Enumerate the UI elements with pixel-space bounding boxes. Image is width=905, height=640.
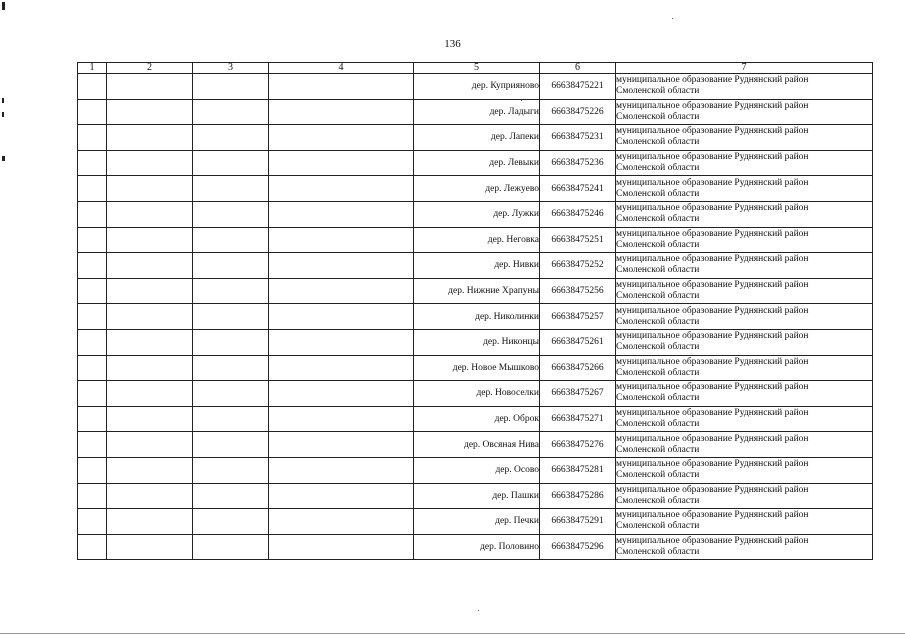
empty-cell [78,355,107,381]
oktmo-code-cell: 66638475226 [540,99,616,125]
municipality-line-1: муниципальное образование Руднянский район [616,382,809,393]
empty-cell [269,125,414,151]
table-row [78,509,873,535]
empty-cell [78,329,107,355]
oktmo-code-cell: 66638475221 [540,74,616,100]
empty-cell [193,74,269,100]
municipality-line-1: муниципальное образование Руднянский район [616,100,809,111]
municipality-line-2: Смоленской области [616,521,700,532]
settlement-name-cell: дер. Нивки [414,253,540,279]
settlement-name-cell: дер. Оброк [414,406,540,432]
municipality-line-1: муниципальное образование Руднянский район [616,305,809,316]
municipality-line-2: Смоленской области [616,111,700,122]
municipality-line-2: Смоленской области [616,291,700,302]
empty-cell [269,201,414,227]
settlements-table [77,62,873,560]
municipality-cell [616,125,873,151]
column-header-2: 2 [107,63,193,74]
empty-cell [78,381,107,407]
municipality-cell [616,355,873,381]
empty-cell [269,150,414,176]
oktmo-code-cell: 66638475276 [540,432,616,458]
settlement-name-cell: дер. Новое Мышково [414,355,540,381]
municipality-line-1: муниципальное образование Руднянский район [616,408,809,419]
municipality-cell [616,150,873,176]
column-header-1: 1 [78,63,107,74]
empty-cell [107,253,193,279]
municipality-cell [616,278,873,304]
municipality-line-2: Смоленской области [616,214,700,225]
municipality-cell [616,329,873,355]
scan-mark [2,156,5,161]
empty-cell [269,509,414,535]
empty-cell [269,253,414,279]
oktmo-code-cell: 66638475252 [540,253,616,279]
empty-cell [78,278,107,304]
table-row [78,432,873,458]
municipality-cell [616,201,873,227]
municipality-line-2: Смоленской области [616,265,700,276]
empty-cell [107,355,193,381]
empty-cell [78,125,107,151]
empty-cell [269,457,414,483]
empty-cell [269,432,414,458]
municipality-line-1: муниципальное образование Руднянский район [616,228,809,239]
empty-cell [107,483,193,509]
empty-cell [193,201,269,227]
column-header-4: 4 [269,63,414,74]
settlement-name-cell: дер. Ладыги [414,99,540,125]
municipality-line-1: муниципальное образование Руднянский район [616,280,809,291]
empty-cell [78,304,107,330]
municipality-line-1: муниципальное образование Руднянский район [616,356,809,367]
municipality-line-2: Смоленской области [616,86,700,97]
empty-cell [107,150,193,176]
oktmo-code-cell: 66638475296 [540,534,616,560]
municipality-line-2: Смоленской области [616,316,700,327]
settlement-name-cell: дер. Половино [414,534,540,560]
municipality-cell [616,381,873,407]
municipality-line-1: муниципальное образование Руднянский район [616,459,809,470]
municipality-line-1: муниципальное образование Руднянский район [616,126,809,137]
empty-cell [193,432,269,458]
table-row [78,99,873,125]
table-row [78,381,873,407]
table-row [78,355,873,381]
empty-cell [107,176,193,202]
column-header-7: 7 [616,63,873,74]
settlement-name-cell: дер. Неговка [414,227,540,253]
municipality-line-2: Смоленской области [616,239,700,250]
settlement-name-cell: дер. Пашки [414,483,540,509]
empty-cell [193,304,269,330]
municipality-line-1: муниципальное образование Руднянский район [616,433,809,444]
oktmo-code-cell: 66638475281 [540,457,616,483]
table-row [78,534,873,560]
empty-cell [269,227,414,253]
municipality-cell [616,483,873,509]
empty-cell [78,253,107,279]
scan-mark [0,633,905,634]
municipality-line-2: Смоленской области [616,393,700,404]
empty-cell [78,534,107,560]
oktmo-code-cell: 66638475261 [540,329,616,355]
municipality-line-2: Смоленской области [616,470,700,481]
table-row [78,201,873,227]
table-row [78,457,873,483]
empty-cell [193,99,269,125]
municipality-line-1: муниципальное образование Руднянский район [616,177,809,188]
table-row [78,227,873,253]
table-row [78,304,873,330]
empty-cell [78,176,107,202]
empty-cell [193,406,269,432]
oktmo-code-cell: 66638475267 [540,381,616,407]
empty-cell [193,381,269,407]
table-row [78,125,873,151]
oktmo-code-cell: 66638475256 [540,278,616,304]
empty-cell [269,74,414,100]
oktmo-code-cell: 66638475251 [540,227,616,253]
empty-cell [269,406,414,432]
oktmo-code-cell: 66638475266 [540,355,616,381]
page-number: 136 [444,38,461,50]
municipality-line-1: муниципальное образование Руднянский район [616,75,809,86]
empty-cell [107,329,193,355]
municipality-line-2: Смоленской области [616,188,700,199]
municipality-line-2: Смоленской области [616,419,700,430]
empty-cell [269,278,414,304]
municipality-cell [616,406,873,432]
column-header-5: 5 [414,63,540,74]
settlement-name-cell: дер. Новоселки [414,381,540,407]
municipality-cell [616,304,873,330]
empty-cell [193,457,269,483]
empty-cell [107,432,193,458]
empty-cell [107,74,193,100]
municipality-line-1: муниципальное образование Руднянский район [616,331,809,342]
settlement-name-cell: дер. Осово [414,457,540,483]
empty-cell [78,201,107,227]
settlement-name-cell: дер. Лужки [414,201,540,227]
empty-cell [193,355,269,381]
table-body [78,74,873,560]
oktmo-code-cell: 66638475241 [540,176,616,202]
empty-cell [269,176,414,202]
settlement-name-cell: дер. Куприяново [414,74,540,100]
empty-cell [78,406,107,432]
municipality-line-2: Смоленской области [616,342,700,353]
table-row [78,176,873,202]
municipality-line-1: муниципальное образование Руднянский район [616,484,809,495]
scan-speck [672,18,673,19]
municipality-line-2: Смоленской области [616,444,700,455]
empty-cell [107,406,193,432]
empty-cell [193,534,269,560]
empty-cell [78,227,107,253]
empty-cell [193,176,269,202]
scan-mark [2,98,4,103]
oktmo-code-cell: 66638475236 [540,150,616,176]
oktmo-code-cell: 66638475231 [540,125,616,151]
empty-cell [193,509,269,535]
table-header-row [78,63,873,74]
empty-cell [78,509,107,535]
municipality-cell [616,509,873,535]
table-row [78,406,873,432]
empty-cell [269,381,414,407]
empty-cell [107,99,193,125]
empty-cell [193,253,269,279]
table-row [78,74,873,100]
municipality-line-1: муниципальное образование Руднянский район [616,203,809,214]
table-row [78,483,873,509]
empty-cell [78,150,107,176]
empty-cell [78,74,107,100]
oktmo-code-cell: 66638475291 [540,509,616,535]
empty-cell [269,355,414,381]
empty-cell [193,125,269,151]
empty-cell [78,99,107,125]
empty-cell [269,534,414,560]
settlement-name-cell: дер. Лапеки [414,125,540,151]
table-row [78,278,873,304]
municipality-cell [616,534,873,560]
municipality-line-2: Смоленской области [616,367,700,378]
empty-cell [107,457,193,483]
empty-cell [107,381,193,407]
oktmo-code-cell: 66638475257 [540,304,616,330]
settlement-name-cell: дер. Нижние Храпуны [414,278,540,304]
municipality-line-2: Смоленской области [616,137,700,148]
empty-cell [193,483,269,509]
municipality-cell [616,432,873,458]
column-header-6: 6 [540,63,616,74]
municipality-line-2: Смоленской области [616,163,700,174]
oktmo-code-cell: 66638475271 [540,406,616,432]
municipality-cell [616,457,873,483]
municipality-line-1: муниципальное образование Руднянский район [616,510,809,521]
empty-cell [107,509,193,535]
empty-cell [107,534,193,560]
municipality-line-1: муниципальное образование Руднянский район [616,152,809,163]
municipality-cell [616,99,873,125]
empty-cell [78,457,107,483]
settlement-name-cell: дер. Печки [414,509,540,535]
empty-cell [193,329,269,355]
table-row [78,329,873,355]
settlement-name-cell: дер. Николинки [414,304,540,330]
settlement-name-cell: дер. Левыки [414,150,540,176]
oktmo-code-cell: 66638475286 [540,483,616,509]
municipality-line-2: Смоленской области [616,495,700,506]
empty-cell [107,304,193,330]
empty-cell [269,329,414,355]
empty-cell [78,483,107,509]
table-row [78,150,873,176]
municipality-cell [616,74,873,100]
settlement-name-cell: дер. Лежуево [414,176,540,202]
settlement-name-cell: дер. Овсяная Нива [414,432,540,458]
empty-cell [269,304,414,330]
municipality-cell [616,227,873,253]
oktmo-code-cell: 66638475246 [540,201,616,227]
municipality-line-1: муниципальное образование Руднянский район [616,254,809,265]
scan-mark [2,2,5,10]
municipality-line-1: муниципальное образование Руднянский район [616,535,809,546]
scan-speck [478,610,479,611]
empty-cell [193,278,269,304]
empty-cell [269,483,414,509]
municipality-cell [616,253,873,279]
empty-cell [107,227,193,253]
empty-cell [269,99,414,125]
empty-cell [193,227,269,253]
column-header-3: 3 [193,63,269,74]
empty-cell [107,278,193,304]
municipality-cell [616,176,873,202]
empty-cell [107,125,193,151]
settlement-name-cell: дер. Никонцы [414,329,540,355]
table-row [78,253,873,279]
municipality-line-2: Смоленской области [616,546,700,557]
empty-cell [78,432,107,458]
scan-mark [2,112,4,117]
empty-cell [193,150,269,176]
empty-cell [107,201,193,227]
